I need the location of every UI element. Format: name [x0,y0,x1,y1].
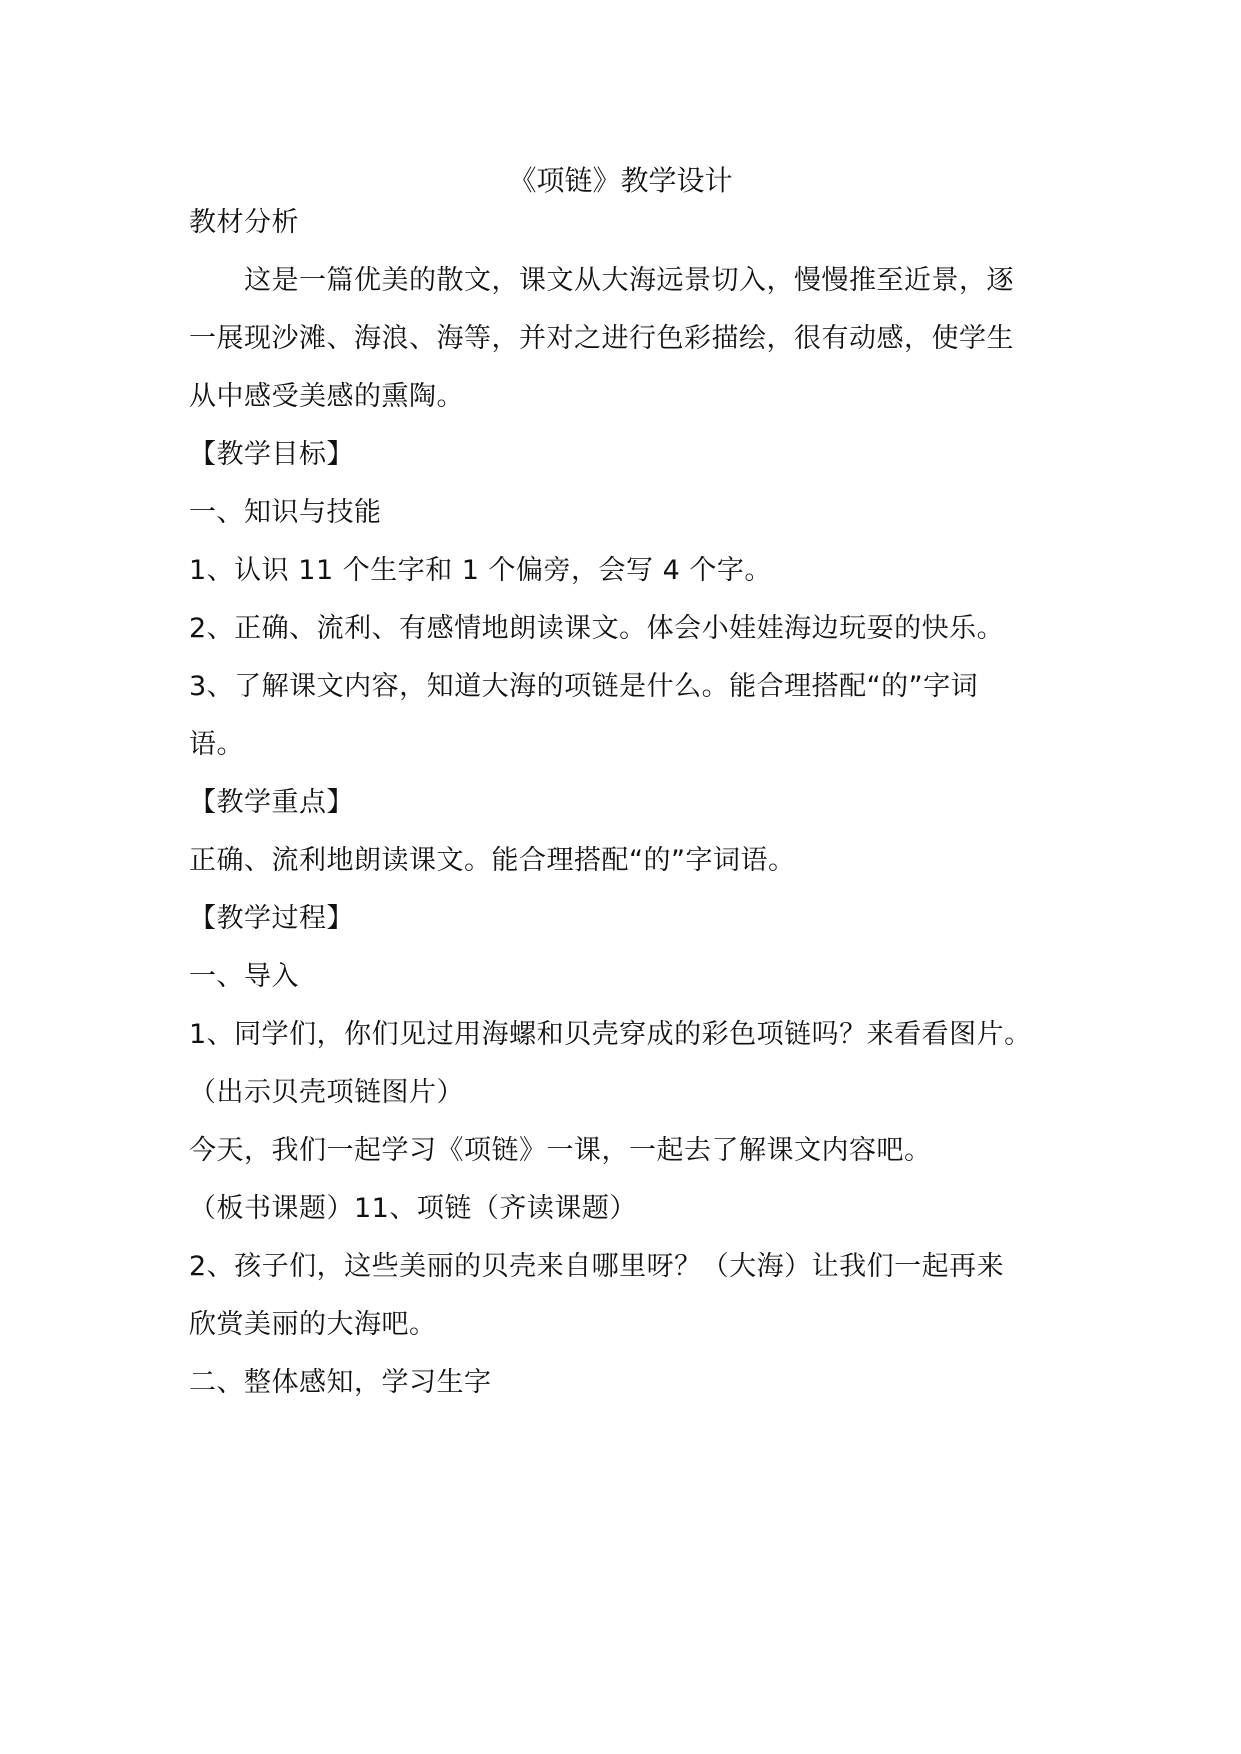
list-item: 1、认识 11 个生字和 1 个偏旁，会写 4 个字。 [189,555,772,586]
section-heading-teaching-goals: 【教学目标】 [189,439,354,470]
list-item: 2、孩子们，这些美丽的贝壳来自哪里呀？（大海）让我们一起再来 [189,1251,1005,1282]
paragraph-line: 这是一篇优美的散文，课文从大海远景切入，慢慢推至近景，逐 [244,265,1014,296]
section-heading-teaching-process: 【教学过程】 [189,903,354,934]
section-heading-teaching-focus: 【教学重点】 [189,787,354,818]
list-item-continuation: 语。 [189,729,244,760]
paragraph-line: 今天，我们一起学习《项链》一课，一起去了解课文内容吧。 [189,1135,932,1166]
list-item: 2、正确、流利、有感情地朗读课文。体会小娃娃海边玩耍的快乐。 [189,613,1005,644]
paragraph-line: 从中感受美感的熏陶。 [189,381,464,412]
list-item: 1、同学们，你们见过用海螺和贝壳穿成的彩色项链吗？来看看图片。 [189,1019,1032,1050]
paragraph-line: （板书课题）11、项链（齐读课题） [189,1193,637,1224]
paragraph-line: 正确、流利地朗读课文。能合理搭配“的”字词语。 [189,845,796,876]
paragraph-line: （出示贝壳项链图片） [189,1077,464,1108]
subheading-knowledge-skills: 一、知识与技能 [189,497,382,528]
list-item-continuation: 欣赏美丽的大海吧。 [189,1309,437,1340]
document-title: 《项链》教学设计 [508,164,733,197]
subheading-overall-perception: 二、整体感知，学习生字 [189,1367,492,1398]
list-item: 3、了解课文内容，知道大海的项链是什么。能合理搭配“的”字词 [189,671,979,702]
paragraph-line: 一展现沙滩、海浪、海等，并对之进行色彩描绘，很有动感，使学生 [189,323,1014,354]
subheading-introduction: 一、导入 [189,961,299,992]
section-heading-material-analysis: 教材分析 [189,207,299,238]
